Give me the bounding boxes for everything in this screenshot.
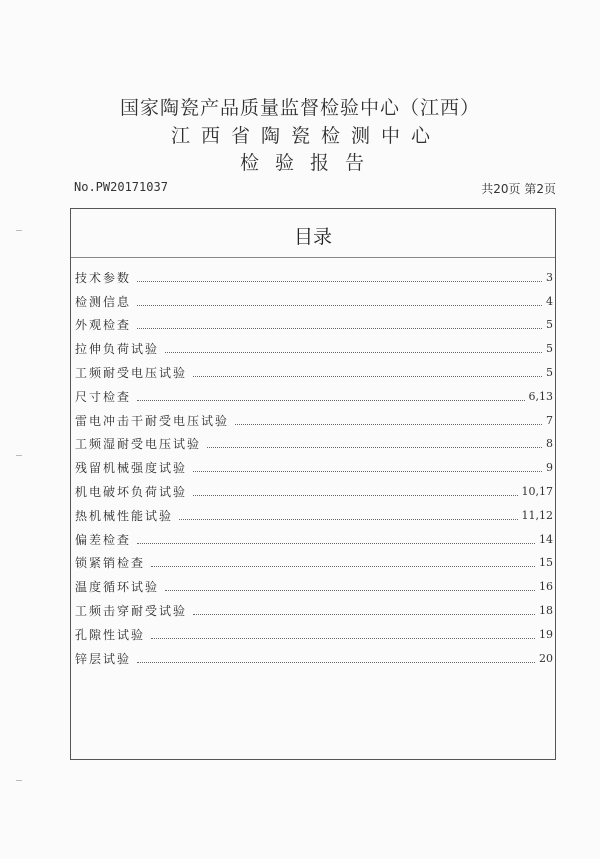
header-report-title: 检验报告	[239, 152, 380, 174]
toc-entry-page: 19	[539, 627, 553, 641]
toc-leader-dots	[193, 494, 517, 496]
toc-box	[70, 208, 556, 760]
toc-entry-page: 8	[546, 437, 553, 451]
toc-entry[interactable]	[75, 404, 553, 428]
toc-entry[interactable]	[75, 618, 553, 642]
toc-entry-page: 20	[539, 651, 553, 665]
page-info: 共20页 第2页	[481, 182, 556, 196]
toc-entry-page: 14	[539, 532, 553, 546]
toc-entry-label: 尺寸检查	[75, 389, 132, 404]
toc-leader-dots	[137, 304, 542, 306]
toc-leader-dots	[137, 399, 524, 401]
toc-entry-page: 10,17	[521, 484, 553, 498]
toc-leader-dots	[193, 470, 542, 472]
toc-leader-dots	[137, 542, 535, 544]
toc-leader-dots	[193, 375, 542, 377]
toc-leader-dots	[137, 327, 542, 329]
toc-entry-page: 7	[546, 413, 553, 427]
toc-entry-page: 3	[546, 270, 553, 284]
toc-entry-label: 工频湿耐受电压试验	[75, 437, 202, 452]
toc-entry[interactable]	[75, 594, 553, 618]
toc-entry-label: 拉伸负荷试验	[75, 342, 160, 357]
toc-title: 目录	[293, 226, 332, 248]
toc-entry[interactable]	[75, 309, 553, 333]
toc-entry[interactable]	[75, 475, 553, 499]
toc-entry-page: 5	[546, 365, 553, 379]
toc-leader-dots	[137, 661, 535, 663]
toc-leader-dots	[207, 446, 542, 448]
toc-entry-label: 雷电冲击干耐受电压试验	[75, 413, 230, 428]
scan-mark	[16, 455, 22, 456]
toc-entry[interactable]	[75, 642, 553, 666]
toc-entry-label: 工频击穿耐受试验	[75, 603, 188, 618]
toc-entry-page: 15	[539, 556, 553, 570]
toc-entry-page: 5	[546, 342, 553, 356]
toc-entry-label: 外观检查	[75, 318, 132, 333]
toc-entry-label: 温度循环试验	[75, 580, 160, 595]
scan-mark	[16, 780, 22, 781]
toc-entry-page: 9	[546, 461, 553, 475]
toc-leader-dots	[151, 565, 535, 567]
header-org-name: 国家陶瓷产品质量监督检验中心（江西）	[119, 97, 480, 119]
toc-entry[interactable]	[75, 332, 553, 356]
toc-entry-page: 16	[539, 580, 553, 594]
toc-leader-dots	[137, 280, 542, 282]
toc-leader-dots	[165, 589, 535, 591]
toc-leader-dots	[165, 351, 542, 353]
toc-entry-label: 残留机械强度试验	[75, 461, 188, 476]
toc-entry-page: 11,12	[521, 508, 553, 522]
toc-entry-label: 偏差检查	[75, 532, 132, 547]
scan-mark	[16, 230, 22, 231]
toc-leader-dots	[235, 423, 542, 425]
toc-entry[interactable]	[75, 261, 553, 285]
toc-entry-label: 锌层试验	[75, 651, 132, 666]
toc-entry-page: 6,13	[528, 389, 553, 403]
toc-entry-label: 技术参数	[75, 270, 132, 285]
toc-entry[interactable]	[75, 523, 553, 547]
toc-entry-page: 18	[539, 603, 553, 617]
toc-entry[interactable]	[75, 570, 553, 594]
toc-leader-dots	[151, 637, 535, 639]
toc-entry-label: 热机械性能试验	[75, 508, 174, 523]
toc-entry[interactable]	[75, 499, 553, 523]
toc-entry[interactable]	[75, 451, 553, 475]
toc-entry-page: 5	[546, 318, 553, 332]
toc-entry[interactable]	[75, 428, 553, 452]
toc-list	[75, 261, 553, 666]
toc-entry[interactable]	[75, 547, 553, 571]
toc-entry[interactable]	[75, 380, 553, 404]
toc-entry-label: 锁紧销检查	[75, 556, 146, 571]
toc-entry-label: 检测信息	[75, 294, 132, 309]
toc-entry-page: 4	[546, 294, 553, 308]
toc-leader-dots	[179, 518, 517, 520]
report-number: No.PW20171037	[74, 180, 168, 194]
toc-entry-label: 工频耐受电压试验	[75, 365, 188, 380]
toc-divider	[71, 257, 555, 258]
toc-entry-label: 机电破坏负荷试验	[75, 484, 188, 499]
toc-entry-label: 孔隙性试验	[75, 627, 146, 642]
toc-entry[interactable]	[75, 356, 553, 380]
toc-leader-dots	[193, 613, 535, 615]
header-center-name: 江西省陶瓷检测中心	[170, 125, 441, 147]
toc-entry[interactable]	[75, 285, 553, 309]
